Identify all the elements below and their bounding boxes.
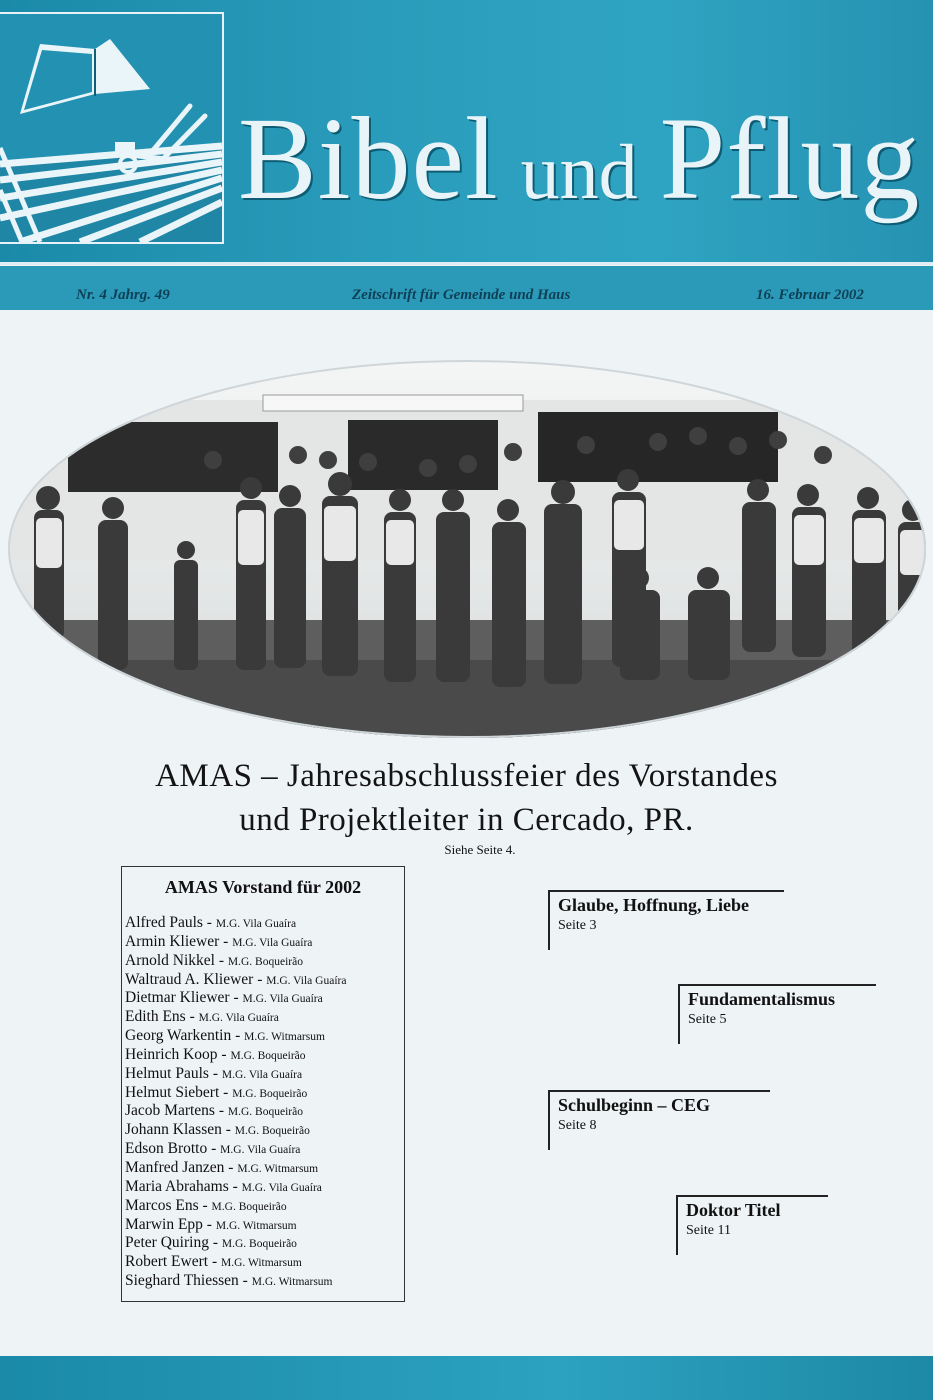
member-place: M.G. Boqueirão bbox=[221, 1238, 297, 1251]
member-name: Johann Klassen bbox=[125, 1121, 222, 1139]
member-name: Jacob Martens bbox=[125, 1102, 215, 1120]
tagline: Zeitschrift für Gemeinde und Haus bbox=[352, 287, 571, 303]
member-name: Robert Ewert bbox=[125, 1253, 209, 1271]
issue-number: Nr. 4 Jahrg. 49 bbox=[76, 287, 170, 303]
member-place: M.G. Witmarsum bbox=[215, 1219, 297, 1232]
member-place: M.G. Boqueirão bbox=[227, 955, 303, 968]
board-members-box bbox=[121, 866, 405, 1302]
headline-page-ref: Siehe Seite 4. bbox=[444, 842, 516, 857]
teaser-fundamentalismus[interactable] bbox=[678, 984, 876, 1044]
header-divider bbox=[0, 262, 933, 265]
board-member: Waltraud A. Kliewer - M.G. Vila Guaíra bbox=[125, 970, 347, 988]
teaser-title: Glaube, Hoffnung, Liebe bbox=[558, 895, 750, 915]
masthead-word-pflug: Pflug bbox=[659, 93, 921, 224]
member-place: M.G. Boqueirão bbox=[211, 1200, 287, 1213]
member-place: M.G. Witmarsum bbox=[221, 1257, 302, 1270]
board-member: Armin Kliewer - M.G. Vila Guaíra bbox=[125, 932, 313, 950]
member-name: Sieghard Thiessen bbox=[125, 1272, 239, 1290]
headline-line-2: und Projektleiter in Cercado, PR. bbox=[239, 802, 694, 838]
member-place: M.G. Boqueirão bbox=[230, 1049, 306, 1062]
board-member: Marcos Ens - M.G. Boqueirão bbox=[125, 1196, 287, 1214]
member-place: M.G. Vila Guaíra bbox=[220, 1144, 301, 1157]
member-name: Heinrich Koop bbox=[125, 1045, 218, 1063]
member-place: M.G. Vila Guaíra bbox=[266, 974, 347, 987]
issue-date: 16. Februar 2002 bbox=[756, 287, 864, 303]
member-place: M.G. Vila Guaíra bbox=[242, 993, 323, 1006]
board-member: Dietmar Kliewer - M.G. Vila Guaíra bbox=[125, 989, 323, 1007]
member-place: M.G. Witmarsum bbox=[244, 1031, 325, 1044]
masthead-title bbox=[238, 93, 933, 240]
member-place: M.G. Vila Guaíra bbox=[232, 936, 313, 949]
member-place: M.G. Witmarsum bbox=[251, 1276, 333, 1289]
board-title: AMAS Vorstand für 2002 bbox=[164, 877, 362, 897]
member-name: Edson Brotto bbox=[125, 1140, 208, 1158]
board-member: Edson Brotto - M.G. Vila Guaíra bbox=[125, 1140, 301, 1158]
member-place: M.G. Vila Guaíra bbox=[221, 1068, 303, 1081]
board-member: Johann Klassen - M.G. Boqueirão bbox=[125, 1121, 310, 1139]
board-members-list bbox=[125, 914, 346, 1291]
teaser-page: Seite 11 bbox=[686, 1223, 731, 1238]
teaser-page: Seite 3 bbox=[558, 918, 597, 933]
member-name: Maria Abrahams bbox=[125, 1177, 229, 1195]
teaser-page: Seite 5 bbox=[688, 1012, 727, 1027]
issue-info-band bbox=[0, 266, 933, 310]
board-member: Maria Abrahams - M.G. Vila Guaíra bbox=[125, 1177, 322, 1195]
teaser-title: Doktor Titel bbox=[686, 1200, 781, 1220]
member-name: Alfred Pauls bbox=[125, 914, 203, 931]
board-member: Marwin Epp - M.G. Witmarsum bbox=[125, 1215, 297, 1233]
board-member: Arnold Nikkel - M.G. Boqueirão bbox=[125, 951, 303, 969]
board-member: Helmut Siebert - M.G. Boqueirão bbox=[125, 1083, 308, 1101]
member-place: M.G. Witmarsum bbox=[237, 1162, 319, 1175]
teaser-title: Schulbeginn – CEG bbox=[558, 1095, 711, 1115]
member-place: M.G. Boqueirão bbox=[227, 1106, 303, 1119]
teaser-schulbeginn[interactable] bbox=[548, 1090, 770, 1150]
member-name: Edith Ens bbox=[125, 1008, 186, 1026]
member-name: Waltraud A. Kliewer bbox=[125, 970, 254, 988]
board-member: Peter Quiring - M.G. Boqueirão bbox=[125, 1234, 297, 1252]
member-place: M.G. Vila Guaíra bbox=[215, 918, 297, 930]
member-name: Georg Warkentin bbox=[125, 1027, 232, 1045]
member-place: M.G. Boqueirão bbox=[234, 1125, 310, 1138]
board-member: Georg Warkentin - M.G. Witmarsum bbox=[125, 1027, 325, 1045]
member-name: Marwin Epp bbox=[125, 1215, 203, 1233]
member-name: Dietmar Kliewer bbox=[125, 989, 230, 1007]
member-place: M.G. Boqueirão bbox=[232, 1087, 308, 1100]
teaser-doktor-titel[interactable] bbox=[676, 1195, 828, 1255]
board-member: Sieghard Thiessen - M.G. Witmarsum bbox=[125, 1272, 333, 1290]
teaser-page: Seite 8 bbox=[558, 1118, 597, 1133]
member-name: Armin Kliewer bbox=[125, 932, 220, 950]
headline-line-1: AMAS – Jahresabschlussfeier des Vorstandes bbox=[155, 758, 778, 794]
header-band bbox=[0, 0, 933, 262]
bottom-band bbox=[0, 1356, 933, 1400]
board-member: Edith Ens - M.G. Vila Guaíra bbox=[125, 1008, 279, 1026]
member-name: Manfred Janzen bbox=[125, 1158, 225, 1176]
member-place: M.G. Vila Guaíra bbox=[198, 1012, 279, 1025]
masthead-word-und: und bbox=[520, 128, 638, 215]
board-member: Manfred Janzen - M.G. Witmarsum bbox=[125, 1158, 319, 1176]
teaser-glaube[interactable] bbox=[548, 890, 784, 950]
logo-graphic bbox=[0, 14, 222, 242]
member-place: M.G. Vila Guaíra bbox=[241, 1181, 322, 1194]
member-name: Peter Quiring bbox=[125, 1234, 209, 1252]
board-member: Heinrich Koop - M.G. Boqueirão bbox=[125, 1045, 306, 1063]
member-name: Helmut Pauls bbox=[125, 1064, 209, 1082]
member-name: Arnold Nikkel bbox=[125, 951, 215, 969]
masthead-word-bibel: Bibel bbox=[238, 93, 499, 224]
board-member: Alfred Pauls - M.G. Vila Guaíra bbox=[125, 914, 297, 931]
member-name: Marcos Ens bbox=[125, 1196, 199, 1214]
board-member: Helmut Pauls - M.G. Vila Guaíra bbox=[125, 1064, 303, 1082]
teaser-title: Fundamentalismus bbox=[688, 989, 836, 1009]
board-member: Robert Ewert - M.G. Witmarsum bbox=[125, 1253, 302, 1271]
bible-plough-logo bbox=[0, 12, 224, 244]
board-member: Jacob Martens - M.G. Boqueirão bbox=[125, 1102, 303, 1120]
group-photo bbox=[8, 360, 926, 738]
member-name: Helmut Siebert bbox=[125, 1083, 220, 1101]
